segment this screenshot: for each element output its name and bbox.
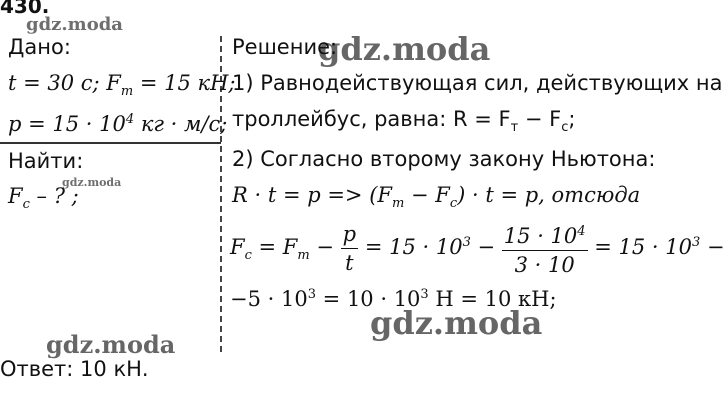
equation-1 (232, 182, 640, 217)
equation-3 (230, 282, 557, 312)
eq1-part-b: − F (404, 183, 450, 207)
step-1b-text: троллейбус, равна: R = F (232, 107, 511, 131)
eq2-lhs-sub: c (244, 248, 252, 264)
fraction-2-numerator (502, 218, 588, 251)
given-line-1-text: t = 30 с; F (8, 71, 121, 95)
solution-step-1b (232, 106, 575, 141)
eq3-part-c: Н = 10 кН; (428, 287, 557, 311)
watermark: gdz.moda (62, 176, 122, 189)
fraction-1-numerator: p (341, 220, 358, 249)
find-line-sub: c (22, 197, 30, 213)
given-line-1-rest: = 15 кН; (133, 71, 236, 95)
eq1-sub2: c (449, 196, 458, 212)
problem-number: 430. (0, 0, 50, 18)
answer: Ответ: 10 кН. (0, 357, 149, 381)
watermark: gdz.moda (26, 14, 123, 35)
fraction-2-denominator: 3 · 10 (514, 253, 575, 277)
eq1-part-c: ) · t = p, отсюда (457, 183, 641, 207)
eq2-mid: = 15 · 10 (364, 235, 463, 259)
eq2-eq1: = F (251, 235, 298, 259)
find-line (8, 183, 79, 218)
eq2-lhs: F (230, 235, 245, 259)
step-1b-end: ; (568, 107, 576, 131)
given-line-2-rest: кг · м/с; (134, 112, 228, 136)
eq2-sub-t: т (297, 248, 310, 264)
watermark: gdz.moda (318, 30, 491, 68)
eq1-part-a: R · t = p => (F (232, 183, 392, 207)
eq2-minus2: − (470, 235, 502, 259)
eq3-part-a: −5 · 10 (230, 287, 308, 311)
watermark: gdz.moda (46, 330, 176, 359)
step-1b-sub1: т (510, 120, 519, 136)
find-line-rest: – ? ; (29, 184, 79, 208)
given-line-2-text: p = 15 · 10 (8, 112, 126, 136)
eq2-tail: − (700, 235, 725, 259)
fraction-2-num-sup: 4 (577, 224, 586, 239)
eq3-part-b: = 10 · 10 (316, 287, 421, 311)
solution-step-1: 1) Равнодействующая сил, действующих на (232, 71, 723, 95)
given-header: Дано: (8, 35, 71, 59)
given-line-1-sub: т (120, 84, 134, 100)
eq2-end: = 15 · 10 (594, 235, 692, 259)
eq3-sup2: 3 (420, 287, 429, 302)
eq1-sub1: т (391, 196, 405, 212)
eq2-mid-sup: 3 (462, 235, 471, 250)
solution-header: Решение: (232, 35, 338, 59)
fraction-p-over-t (341, 220, 358, 277)
solution-step-2: 2) Согласно второму закону Ньютона: (232, 147, 656, 171)
given-line-2 (8, 107, 227, 137)
horizontal-divider (0, 142, 221, 144)
find-line-text: F (8, 184, 23, 208)
watermark: gdz.moda (370, 304, 543, 342)
fraction-1-denominator: t (345, 251, 354, 275)
find-header: Найти: (8, 149, 84, 173)
step-1b-sub2: c (561, 120, 569, 136)
step-1b-mid: − F (518, 107, 562, 131)
fraction-2-num-text: 15 · 10 (503, 224, 578, 248)
equation-2 (230, 218, 725, 279)
given-line-1 (8, 70, 235, 105)
eq2-end-sup: 3 (692, 235, 701, 250)
fraction-numeric (502, 218, 588, 279)
eq3-sup1: 3 (307, 287, 316, 302)
given-line-2-sup: 4 (125, 112, 135, 127)
eq2-minus: − (309, 235, 341, 259)
